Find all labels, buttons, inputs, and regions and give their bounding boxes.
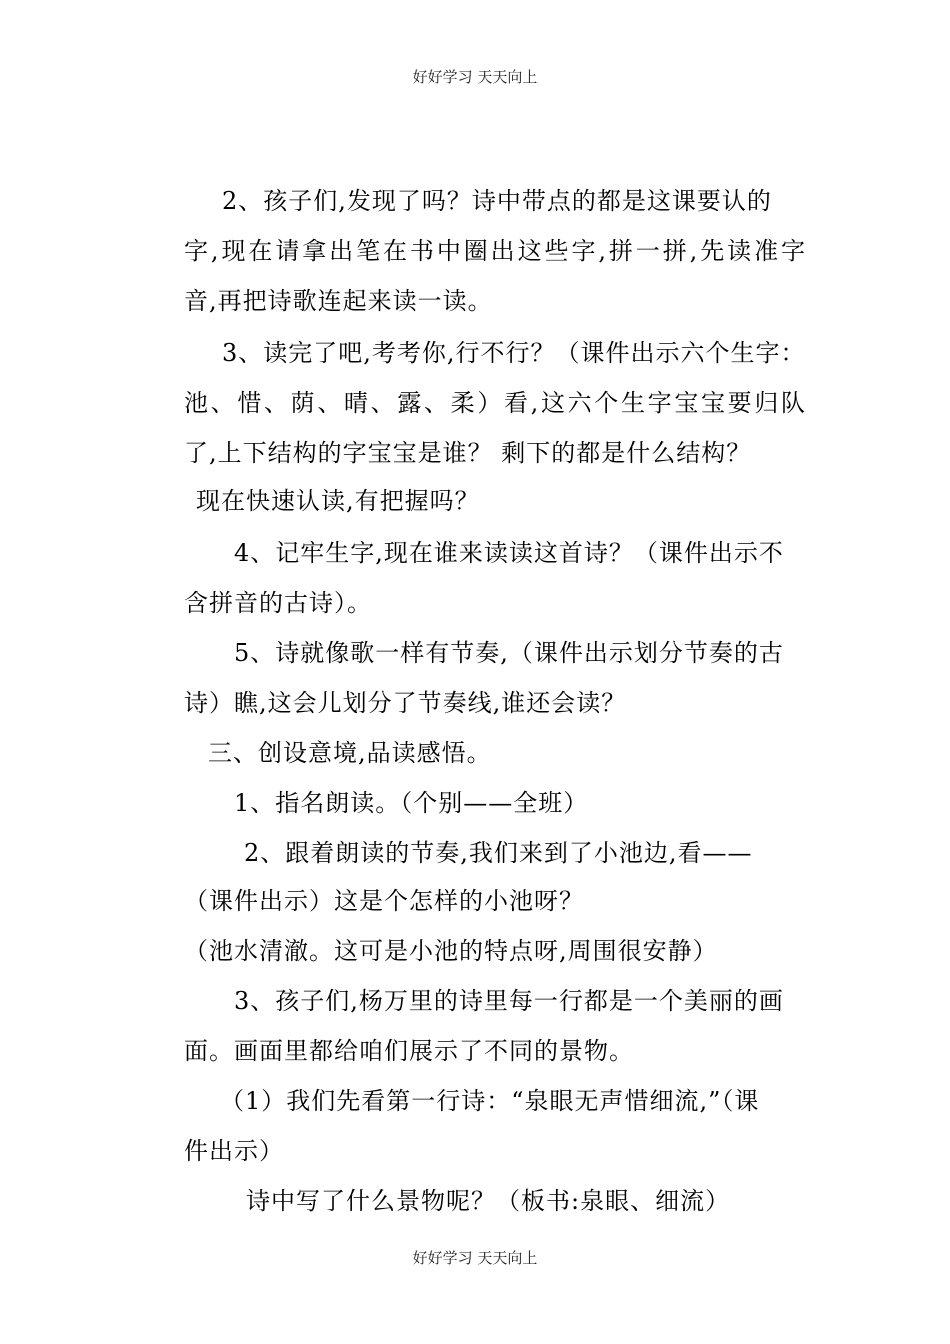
text-line: 3、孩子们,杨万里的诗里每一行都是一个美丽的画 [234,987,784,1015]
text-line: 字,现在请拿出笔在书中圈出这些字,拼一拼,先读准字 [184,237,806,265]
text-line: 了,上下结构的字宝宝是谁？ 剩下的都是什么结构？ [184,439,752,467]
text-line: （1）我们先看第一行诗：“泉眼无声惜细流,”（课 [220,1087,760,1115]
text-line: 3、读完了吧,考考你,行不行？（课件出示六个生字： [222,339,806,367]
text-line: 件出示） [184,1137,284,1165]
page-header: 好好学习 天天向上 [412,68,538,86]
text-line: 2、孩子们,发现了吗？诗中带点的都是这课要认的 [222,187,772,215]
section-heading: 三、创设意境,品读感悟。 [208,739,492,767]
text-line: 5、诗就像歌一样有节奏,（课件出示划分节奏的古 [234,639,784,667]
text-line: 4、记牢生字,现在谁来读读这首诗？（课件出示不 [234,539,784,567]
text-line: 诗中写了什么景物呢？（板书:泉眼、细流） [246,1187,731,1215]
text-line: 1、指名朗读。（个别——全班） [234,789,589,817]
text-line: 面。画面里都给咱们展示了不同的景物。 [184,1037,634,1065]
text-line: 池、惜、荫、晴、露、柔）看,这六个生字宝宝要归队 [184,389,806,417]
text-line: 2、跟着朗读的节奏,我们来到了小池边,看—— [244,839,753,867]
text-line: （课件出示）这是个怎样的小池呀？ [184,887,584,915]
page-footer: 好好学习 天天向上 [412,1249,538,1267]
text-line: （池水清澈。这可是小池的特点呀,周围很安静） [184,937,718,965]
text-line: 含拼音的古诗）。 [184,589,372,617]
text-line: 诗）瞧,这会儿划分了节奏线,谁还会读？ [184,689,627,717]
text-line: 音,再把诗歌连起来读一读。 [184,287,493,315]
text-line: 现在快速认读,有把握吗？ [196,487,480,515]
